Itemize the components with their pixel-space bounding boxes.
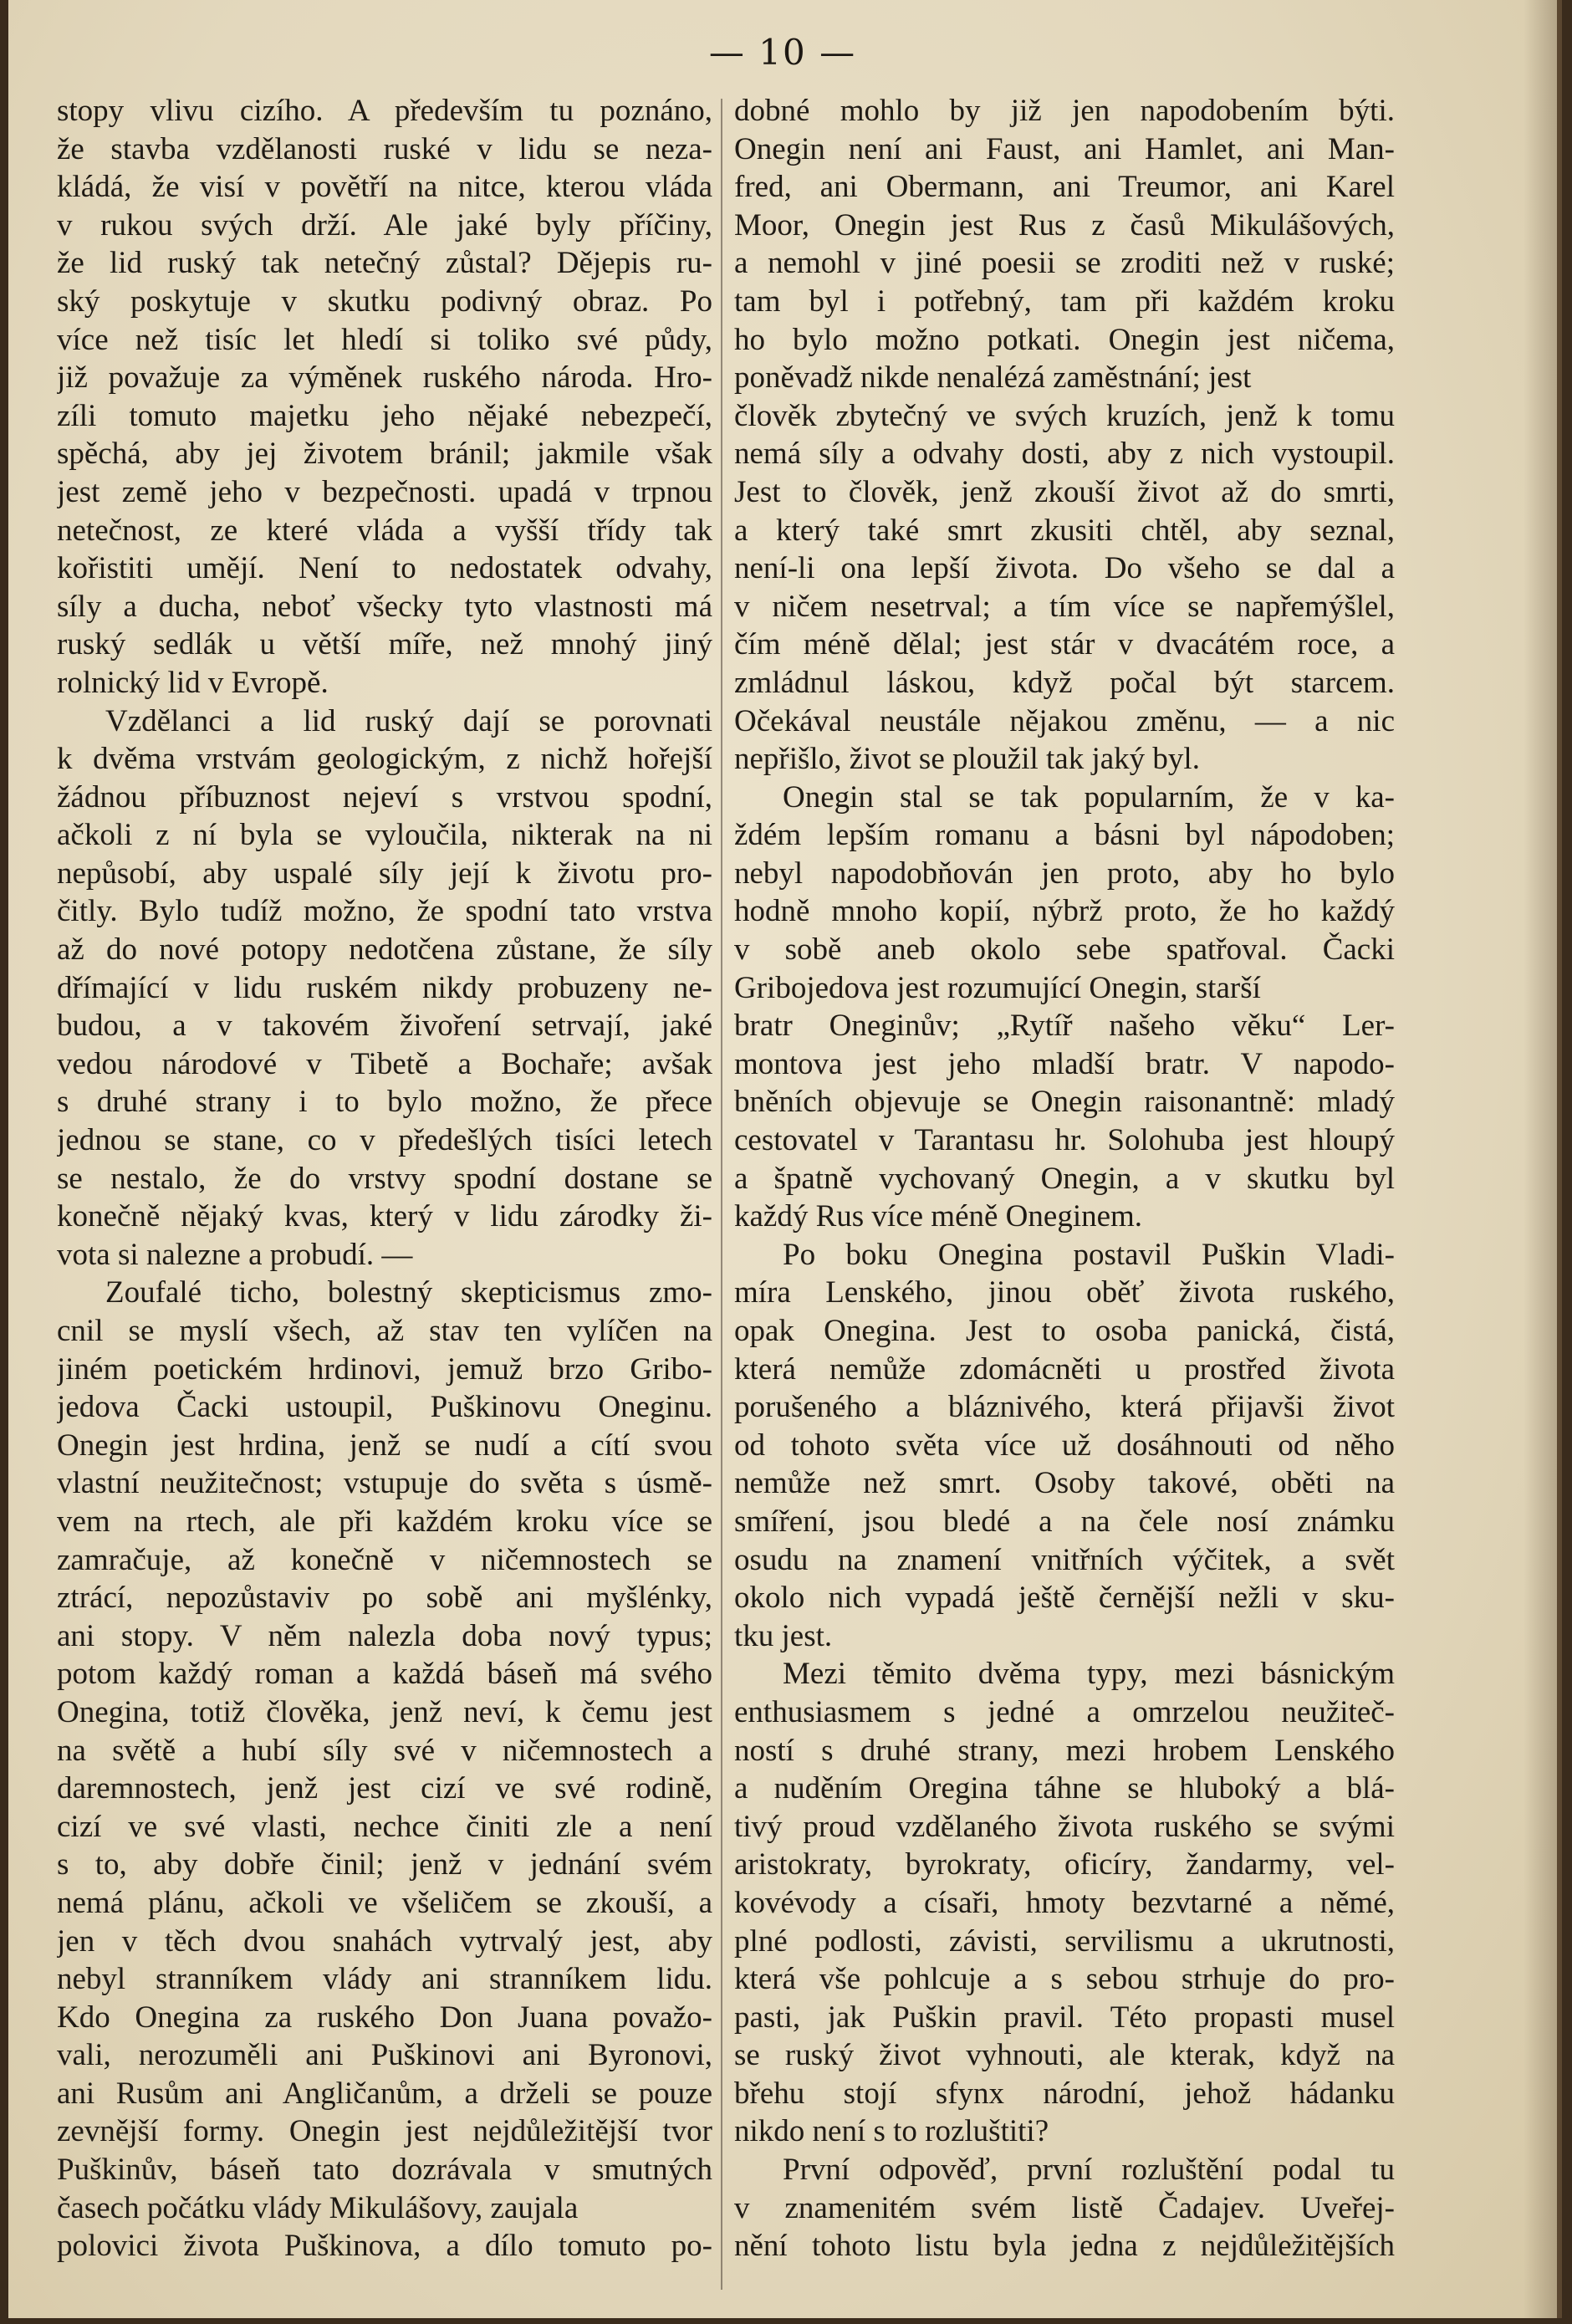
text-line: nebyl stranníkem vlády ani stranníkem lidu. bbox=[57, 1962, 712, 1997]
text-line: a který také smrt zkusiti chtěl, aby seznal, bbox=[734, 513, 1395, 548]
text-line: Gribojedova jest rozumující Onegin, starší bbox=[734, 970, 1261, 1005]
book-page bbox=[8, 0, 1562, 2318]
text-line: každý Rus více méně Oneginem. bbox=[734, 1199, 1143, 1234]
text-line: zevnější formy. Onegin jest nejdůležitější tvor bbox=[57, 2114, 712, 2149]
text-line: v rukou svých drží. Ale jaké byly příčiny, bbox=[57, 207, 712, 243]
page-edge-shadow bbox=[1524, 0, 1557, 2318]
text-line: vali, nerozuměli ani Puškinovi ani Byronovi, bbox=[57, 2038, 712, 2073]
page-number: — 10 — bbox=[708, 32, 857, 73]
text-line: polovici života Puškinova, a dílo tomuto po- bbox=[57, 2229, 712, 2264]
text-line: Onegin stal se tak popularním, že v ka- bbox=[783, 779, 1395, 815]
text-line: na světě a hubí síly své v ničemnostech a bbox=[57, 1733, 712, 1768]
text-line: porušeného a bláznivého, která přijavši život bbox=[734, 1390, 1395, 1425]
text-line: nemá plánu, ačkoli ve všeličem se zkouší, a bbox=[57, 1885, 712, 1920]
text-line: člověk zbytečný ve svých kruzích, jenž k tomu bbox=[734, 398, 1395, 433]
text-line: enthusiasmem s jedné a omrzelou neužiteč- bbox=[734, 1694, 1395, 1729]
text-line: poněvadž nikde nenalézá zaměstnání; jest bbox=[734, 360, 1252, 396]
text-line: že lid ruský tak netečný zůstal? Dějepis ru- bbox=[57, 246, 712, 281]
text-line: která vše pohlcuje a s sebou strhuje do pro- bbox=[734, 1962, 1395, 1997]
text-line: ždém lepším romanu a básni byl nápodoben; bbox=[734, 818, 1395, 853]
text-line: netečnost, ze které vláda a vyšší třídy tak bbox=[57, 513, 712, 548]
text-line: Očekával neustále nějakou změnu, — a nic bbox=[734, 703, 1395, 738]
text-line: jiném poetickém hrdinovi, jemuž brzo Gribo- bbox=[57, 1351, 712, 1387]
text-line: potom každý roman a každá báseň má svého bbox=[57, 1657, 712, 1692]
text-line: Onegina, totiž člověka, jenž neví, k čemu jest bbox=[57, 1694, 712, 1729]
text-line: aristokraty, byrokraty, oficíry, žandarmy, vel- bbox=[734, 1847, 1395, 1882]
text-line: konečně nějaký kvas, který v lidu zárodky ži- bbox=[57, 1199, 712, 1234]
text-line: První odpověď, první rozluštění podal tu bbox=[783, 2153, 1395, 2188]
text-line: vedou národové v Tibetě a Bochaře; avšak bbox=[57, 1046, 712, 1081]
text-line: v znamenitém svém listě Čadajev. Uveřej- bbox=[734, 2190, 1395, 2225]
text-line: cizí ve své vlasti, nechce činiti zle a není bbox=[57, 1809, 712, 1844]
text-line: více než tisíc let hledí si toliko své půdy, bbox=[57, 322, 712, 357]
text-line: kládá, že visí v povětří na nitce, kterou vláda bbox=[57, 170, 712, 205]
text-line: opak Onegina. Jest to osoba panická, čistá, bbox=[734, 1314, 1395, 1348]
text-line: ností s druhé strany, mezi hrobem Lenského bbox=[734, 1733, 1395, 1768]
text-line: jest země jeho v bezpečnosti. upadá v trpnou bbox=[57, 474, 712, 509]
left-column bbox=[57, 92, 712, 2265]
text-line: k dvěma vrstvám geologickým, z nichž hořejší bbox=[57, 742, 712, 777]
text-line: čím méně dělal; jest stár v dvacátém roce, a bbox=[734, 627, 1395, 662]
text-line: okolo nich vypadá ještě černější nežli v sku- bbox=[734, 1581, 1395, 1616]
text-line: že stavba vzdělanosti ruské v lidu se neza- bbox=[57, 131, 712, 166]
text-line: vem na rtech, ale při každém kroku více se bbox=[57, 1504, 712, 1539]
text-line: dobné mohlo by již jen napodobením býti. bbox=[734, 94, 1395, 128]
text-line: zamračuje, až konečně v ničemnostech se bbox=[57, 1542, 712, 1577]
text-line: budou, a v takovém živoření setrvají, jaké bbox=[57, 1009, 712, 1044]
text-line: nikdo není s to rozluštiti? bbox=[734, 2114, 1049, 2149]
text-line: již považuje za výměnek ruského národa. Hro- bbox=[57, 360, 712, 396]
text-line: nemůže než smrt. Osoby takové, oběti na bbox=[734, 1466, 1395, 1501]
text-line: a špatně vychovaný Onegin, a v skutku byl bbox=[734, 1161, 1395, 1196]
text-line: jedova Čacki ustoupil, Puškinovu Oneginu. bbox=[57, 1390, 712, 1425]
text-line: od tohoto světa více už dosáhnouti od něho bbox=[734, 1428, 1395, 1463]
text-line: vota si nalezne a probudí. — bbox=[57, 1237, 413, 1272]
text-line: a nuděním Oregina táhne se hluboký a blá- bbox=[734, 1771, 1395, 1806]
text-line: tam byl i potřebný, tam při každém kroku bbox=[734, 283, 1395, 319]
text-line: a nemohl v jiné poesii se zroditi než v ruské; bbox=[734, 246, 1395, 281]
text-line: dřímající v lidu ruském nikdy probuzeny ne- bbox=[57, 970, 712, 1005]
text-line: bněních objevuje se Onegin raisonantně: mladý bbox=[734, 1085, 1395, 1120]
text-line: jen v těch dvou snahách vytrvalý jest, aby bbox=[57, 1923, 712, 1959]
text-line: časech počátku vlády Mikulášovy, zaujala bbox=[57, 2190, 579, 2225]
text-line: Po boku Onegina postavil Puškin Vladi- bbox=[783, 1237, 1395, 1272]
text-line: spěchá, aby jej životem bránil; jakmile však bbox=[57, 437, 712, 472]
text-line: ačkoli z ní byla se vyloučila, nikterak na ni bbox=[57, 818, 712, 853]
text-line: ský poskytuje v skutku podivný obraz. Po bbox=[57, 283, 712, 319]
text-line: montova jest jeho mladší bratr. V napodo- bbox=[734, 1046, 1395, 1081]
text-line: v sobě aneb okolo sebe spatřoval. Čacki bbox=[734, 932, 1395, 968]
right-column bbox=[734, 92, 1395, 2265]
text-line: až do nové potopy nedotčena zůstane, že síly bbox=[57, 932, 712, 968]
text-line: pasti, jak Puškin pravil. Této propasti musel bbox=[734, 2000, 1395, 2035]
text-line: nění tohoto listu byla jedna z nejdůležitějších bbox=[734, 2229, 1395, 2264]
text-line: ani stopy. V něm nalezla doba nový typus; bbox=[57, 1618, 712, 1653]
text-line: Vzdělanci a lid ruský dají se porovnati bbox=[105, 703, 712, 738]
text-line: Jest to člověk, jenž zkouší život až do smrti, bbox=[734, 474, 1395, 509]
text-line: kořistiti umějí. Není to nedostatek odvahy, bbox=[57, 551, 712, 586]
text-line: s to, aby dobře činil; jenž v jednání svém bbox=[57, 1847, 712, 1882]
text-line: Onegin není ani Faust, ani Hamlet, ani Man- bbox=[734, 131, 1395, 166]
text-line: se nestalo, že do vrstvy spodní dostane se bbox=[57, 1161, 712, 1196]
text-line: fred, ani Obermann, ani Treumor, ani Karel bbox=[734, 170, 1395, 205]
text-line: čitly. Bylo tudíž možno, že spodní tato vrstva bbox=[57, 894, 712, 929]
text-line: vlastní neužitečnost; vstupuje do světa s úsmě- bbox=[57, 1466, 712, 1501]
text-line: žádnou příbuznost nejeví s vrstvou spodní, bbox=[57, 779, 712, 815]
text-line: cnil se myslí všech, až stav ten vylíčen na bbox=[57, 1314, 712, 1348]
text-line: hodně mnoho kopií, nýbrž proto, že ho každý bbox=[734, 894, 1395, 929]
text-line: Onegin jest hrdina, jenž se nudí a cítí svou bbox=[57, 1428, 712, 1463]
text-line: tivý proud vzdělaného života ruského se svými bbox=[734, 1809, 1395, 1844]
text-line: ztrácí, nepozůstaviv po sobě ani myšlénky, bbox=[57, 1581, 712, 1616]
text-line: síly a ducha, neboť všecky tyto vlastnosti má bbox=[57, 589, 712, 624]
text-line: tku jest. bbox=[734, 1618, 833, 1653]
text-line: bratr Oneginův; „Rytíř našeho věku“ Ler- bbox=[734, 1009, 1395, 1044]
text-line: Moor, Onegin jest Rus z časů Mikulášových, bbox=[734, 207, 1395, 243]
text-line: kovévody a císaři, hmoty bezvtarné a němé, bbox=[734, 1885, 1395, 1920]
text-line: břehu stojí sfynx národní, jehož hádanku bbox=[734, 2076, 1395, 2111]
text-line: zíli tomuto majetku jeho nějaké nebezpečí, bbox=[57, 398, 712, 433]
text-line: Zoufalé ticho, bolestný skepticismus zmo- bbox=[105, 1275, 712, 1310]
text-line: Mezi těmito dvěma typy, mezi básnickým bbox=[783, 1657, 1395, 1692]
text-line: s druhé strany i to bylo možno, že přece bbox=[57, 1085, 712, 1120]
text-line: která nemůže zdomácněti u prostřed života bbox=[734, 1351, 1395, 1387]
text-line: smíření, jsou bledé a na čele nosí známku bbox=[734, 1504, 1395, 1539]
text-line: není-li ona lepší života. Do všeho se dal a bbox=[734, 551, 1395, 586]
text-line: cestovatel v Tarantasu hr. Solohuba jest hloupý bbox=[734, 1123, 1395, 1158]
text-line: stopy vlivu cizího. A především tu poznáno, bbox=[57, 94, 712, 128]
text-line: Puškinův, báseň tato dozrávala v smutných bbox=[57, 2153, 712, 2188]
column-divider bbox=[721, 99, 722, 2290]
text-line: nemá síly a odvahy dosti, aby z nich vystoupil. bbox=[734, 437, 1395, 472]
text-line: plné podlosti, závisti, servilismu a ukrutnosti, bbox=[734, 1923, 1395, 1959]
text-line: jednou se stane, co v předešlých tisíci letech bbox=[57, 1123, 712, 1158]
text-line: osudu na znamení vnitřních výčitek, a svět bbox=[734, 1542, 1395, 1577]
text-line: nepřišlo, život se ploužil tak jaký byl. bbox=[734, 742, 1200, 777]
text-line: ani Rusům ani Angličanům, a drželi se pouze bbox=[57, 2076, 712, 2111]
text-line: Kdo Onegina za ruského Don Juana považo- bbox=[57, 2000, 712, 2035]
text-line: míra Lenského, jinou oběť života ruského, bbox=[734, 1275, 1395, 1310]
text-line: se ruský život vyhnouti, ale kterak, když na bbox=[734, 2038, 1395, 2073]
text-line: nepůsobí, aby uspalé síly její k životu pro- bbox=[57, 856, 712, 891]
text-line: ho bylo možno potkati. Onegin jest ničema, bbox=[734, 322, 1395, 357]
text-line: nebyl napodobňován jen proto, aby ho bylo bbox=[734, 856, 1395, 891]
text-line: rolnický lid v Evropě. bbox=[57, 665, 329, 700]
text-line: zmládnul láskou, když počal být starcem. bbox=[734, 665, 1395, 700]
text-line: ruský sedlák u větší míře, než mnohý jiný bbox=[57, 627, 712, 662]
text-line: daremnostech, jenž jest cizí ve své rodině, bbox=[57, 1771, 712, 1806]
text-line: v ničem nesetrval; a tím více se napřemýšlel, bbox=[734, 589, 1395, 624]
